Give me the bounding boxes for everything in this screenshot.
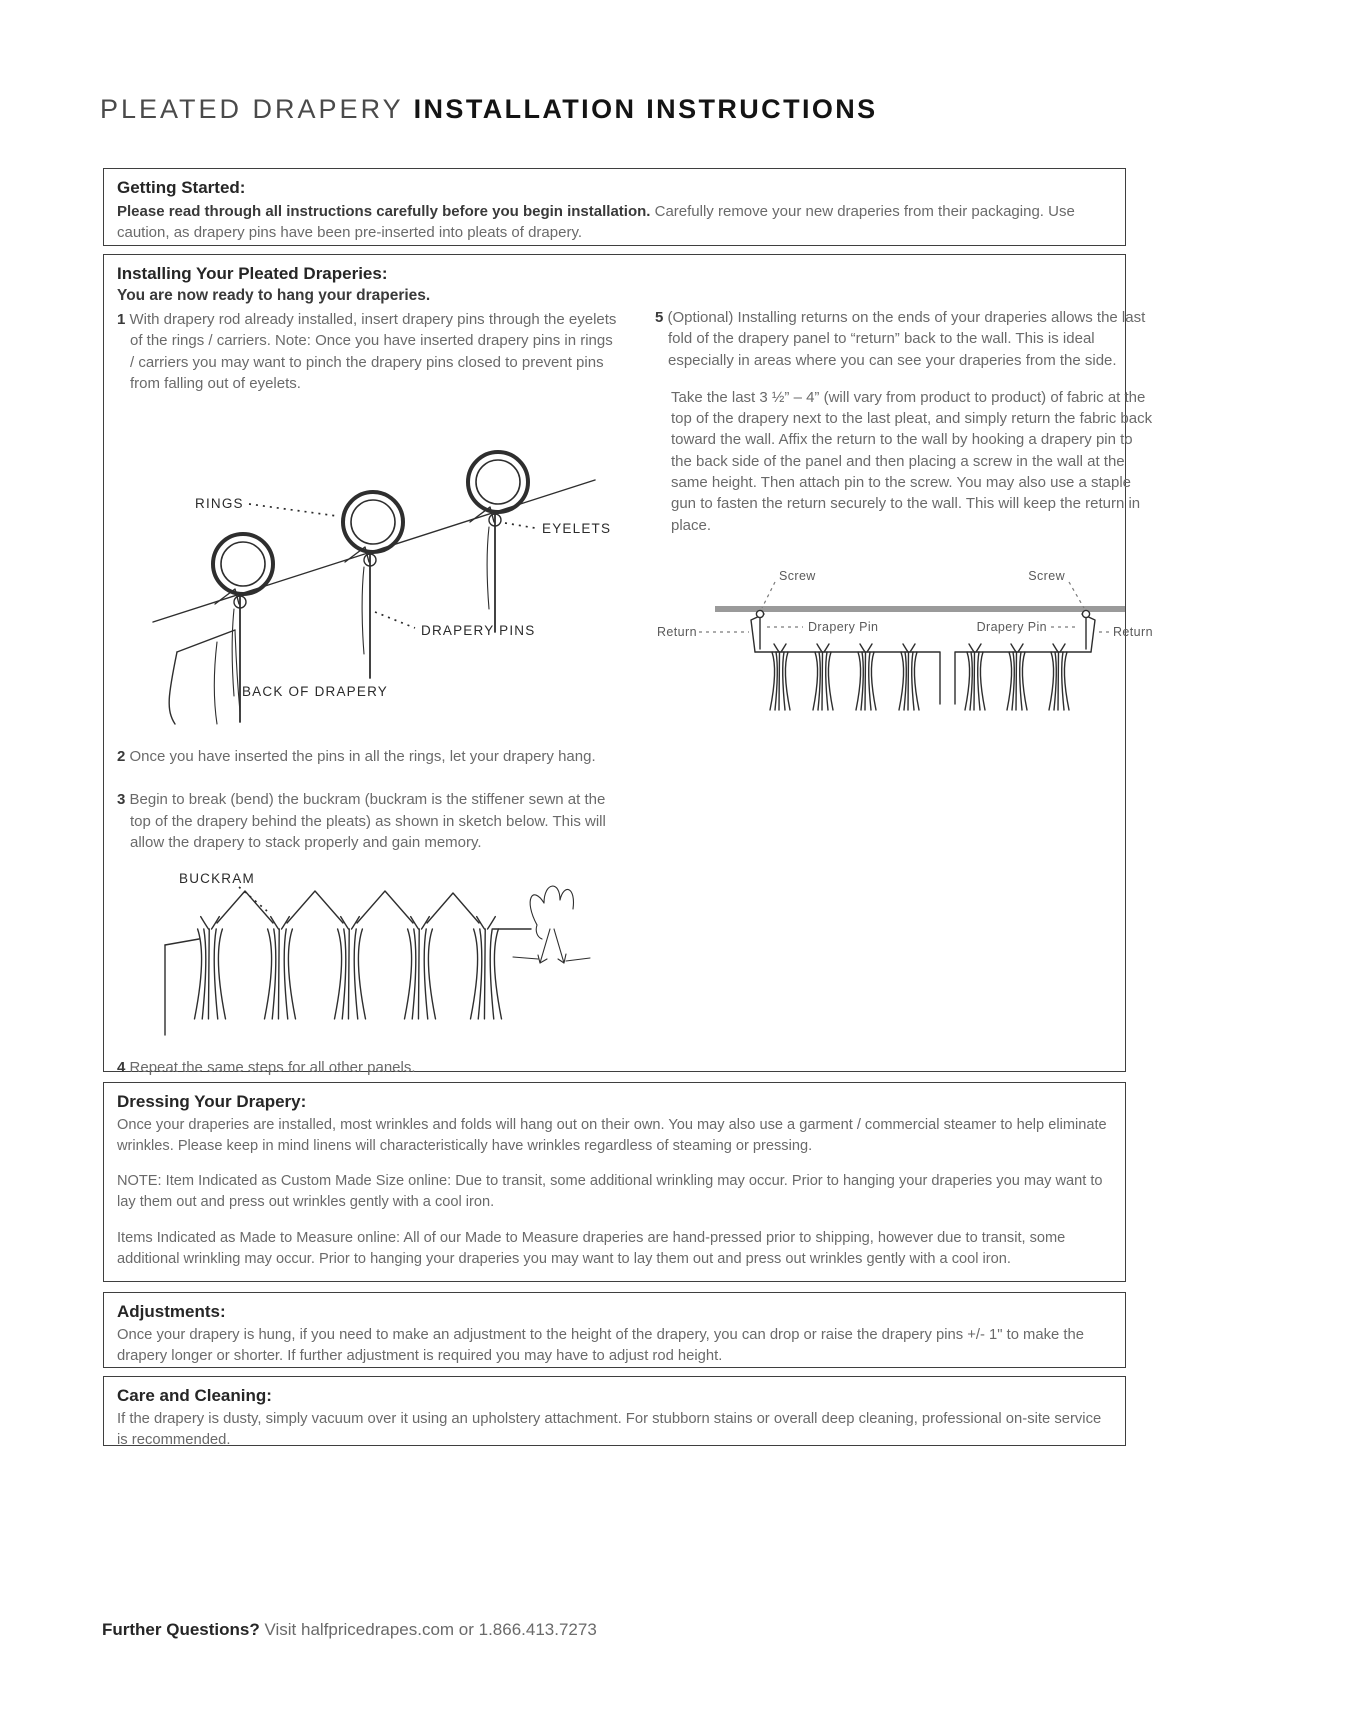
installing-left-column — [117, 263, 617, 1079]
care-paragraph: If the drapery is dusty, simply vacuum over it using an upholstery attachment. For stubborn stains or overall deep cleaning, professional on-site service is recommended. — [117, 1411, 1102, 1449]
step-2-text: Once you have inserted the pins in all the rings, let your drapery hang. — [129, 748, 596, 766]
step-5 — [655, 307, 1155, 371]
screw-label-left: Screw — [779, 568, 816, 583]
section-care-cleaning — [103, 1376, 1126, 1449]
getting-started-heading: Getting Started: — [117, 178, 246, 197]
section-getting-started — [103, 168, 1126, 246]
return-label-right: Return — [1113, 624, 1153, 639]
getting-started-bold-lead: Please read through all instructions carefully before you begin installation. — [117, 203, 651, 220]
section-installing — [103, 254, 1153, 1077]
step-4-text: Repeat the same steps for all other panels. — [129, 1059, 416, 1077]
footer-bold: Further Questions? — [102, 1620, 260, 1639]
step-5-detail: Take the last 3 ½” – 4” (will vary from product to product) of fabric at the top of the drapery next to the last pleat, and simply return the fabric back toward the wall. Affix the return to the wall by hooking a drapery pin to the back side of the panel and then placing a screw in the wall at the same height. Then attach pin to the screw. You may also use a staple gun to fasten the return securely to the wall. This will keep the return in place. — [671, 388, 1153, 534]
dressing-paragraph-1: Once your draperies are installed, most wrinkles and folds will hang out on their own. You may also use a garment / commercial steamer to help eliminate wrinkles. Please keep in mind linens will characteristically have wrinkles regardless of steaming or pressing. — [117, 1117, 1107, 1155]
drapery-pin-label-left: Drapery Pin — [808, 619, 879, 634]
getting-started-rest: Carefully remove your new draperies from their packaging. Use caution, as drapery pins have been pre-inserted into pleats of drapery. — [117, 203, 1075, 242]
step-5-number: 5 — [655, 309, 664, 326]
eyelets-label: EYELETS — [542, 521, 612, 537]
buckram-label: BUCKRAM — [179, 871, 255, 887]
care-heading: Care and Cleaning: — [117, 1386, 272, 1405]
drapery-pin-label-right: Drapery Pin — [976, 619, 1047, 634]
dressing-paragraph-3: Items Indicated as Made to Measure online: All of our Made to Measure draperies are hand-pressed prior to shipping, however due to transit, some additional wrinkling may occur. Prior to hanging your draperies you may want to lay them out and press out wrinkles gently with a cool iron. — [117, 1229, 1066, 1267]
step-4 — [117, 1057, 617, 1078]
rings-diagram — [125, 404, 625, 726]
step-1-text: With drapery rod already installed, insert drapery pins through the eyelets of the rings / carriers. Note: Once you have inserted drapery pins in rings / carriers you may want to pinch the drapery pins closed to prevent pins from falling out of eyelets. — [129, 311, 617, 392]
step-1 — [117, 309, 617, 394]
back-of-drapery-label: BACK OF DRAPERY — [241, 684, 389, 700]
step-3-text: Begin to break (bend) the buckram (buckram is the stiffener sewn at the top of the drapery behind the pleats) as shown in sketch below. This will allow the drapery to stack properly and gain memory. — [129, 791, 606, 852]
footer-rest: Visit halfpricedrapes.com or 1.866.413.7273 — [259, 1620, 597, 1639]
return-label-left: Return — [657, 624, 697, 639]
screw-label-right: Screw — [1028, 568, 1065, 583]
adjustments-paragraph: Once your drapery is hung, if you need to make an adjustment to the height of the drapery, you can drop or raise the drapery pins +/- 1" to make the drapery longer or shorter. If further adjustment is required you may have to adjust rod height. — [117, 1327, 1084, 1365]
step-1-number: 1 — [117, 311, 126, 328]
installing-subheading: You are now ready to hang your draperies. — [117, 287, 431, 304]
step-2 — [117, 746, 617, 767]
step-2-number: 2 — [117, 748, 126, 766]
page-footer — [102, 1620, 597, 1640]
title-bold: INSTALLATION INSTRUCTIONS — [413, 94, 878, 124]
drapery-pins-label: DRAPERY PINS — [421, 623, 536, 639]
installing-heading: Installing Your Pleated Draperies: — [117, 264, 388, 283]
page-title — [100, 94, 878, 125]
getting-started-text — [117, 201, 1112, 244]
title-light: PLEATED DRAPERY — [100, 94, 414, 124]
step-3 — [117, 789, 617, 853]
dressing-paragraph-2: NOTE: Item Indicated as Custom Made Size online: Due to transit, some additional wrinkling may occur. Prior to hanging your draperies you may want to lay them out and press out wrinkles gently with a cool iron. — [117, 1173, 1103, 1211]
section-dressing — [103, 1082, 1126, 1282]
buckram-diagram — [135, 867, 595, 1039]
returns-diagram — [655, 564, 1155, 716]
step-3-number: 3 — [117, 791, 126, 809]
installing-right-column — [655, 263, 1155, 1079]
rings-label: RINGS — [195, 496, 244, 512]
step-4-number: 4 — [117, 1059, 126, 1077]
section-adjustments — [103, 1292, 1126, 1368]
dressing-heading: Dressing Your Drapery: — [117, 1092, 307, 1111]
rod-bar — [715, 606, 1125, 612]
adjustments-heading: Adjustments: — [117, 1302, 226, 1321]
step-5-text: (Optional) Installing returns on the ends of your draperies allows the last fold of the drapery panel to “return” back to the wall. This is ideal especially in areas where you can see your draperies from the side. — [667, 309, 1146, 369]
